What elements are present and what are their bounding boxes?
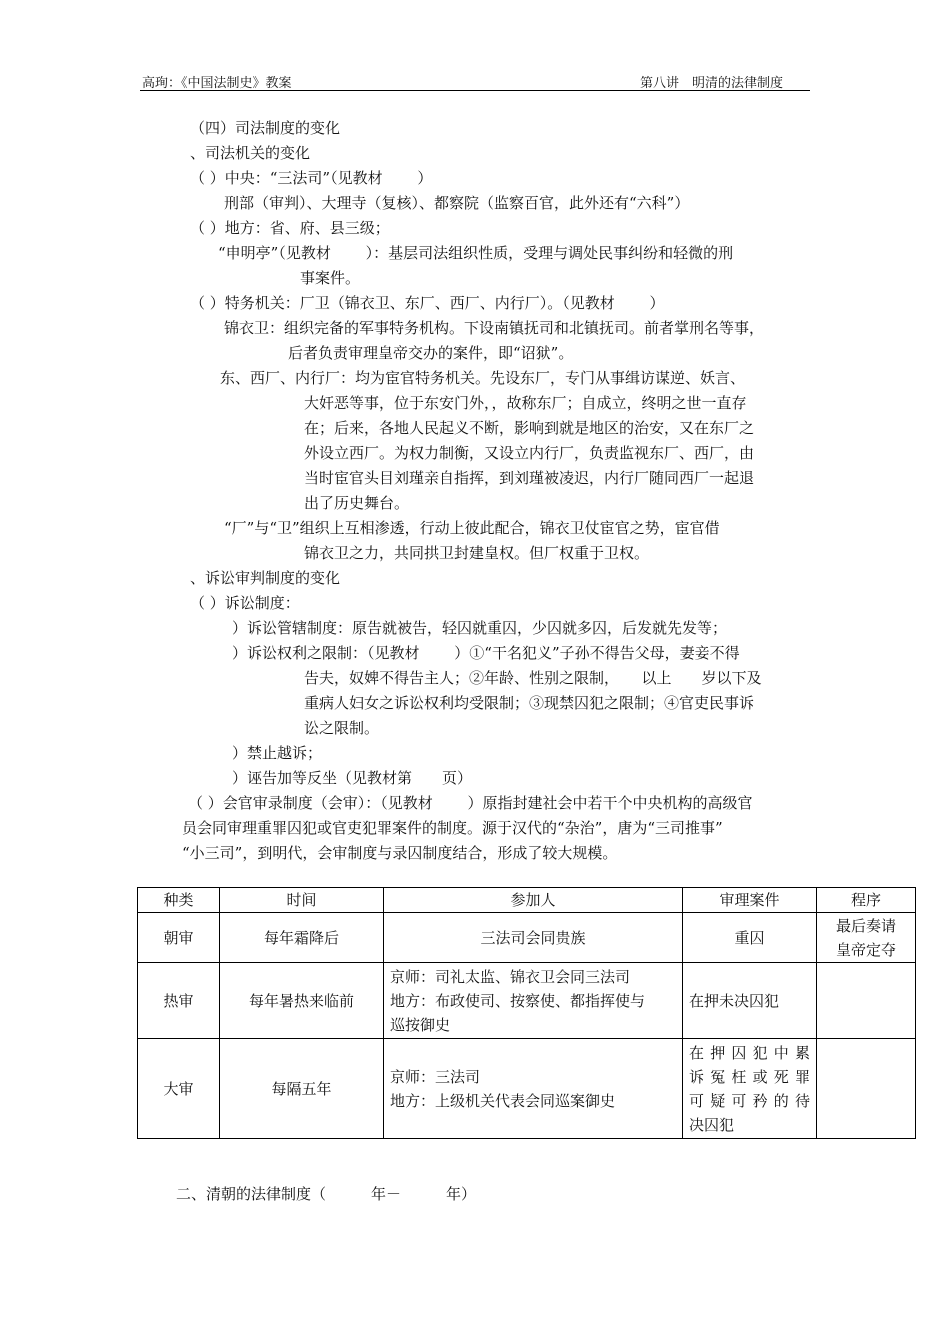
subsection-heading: 、诉讼审判制度的变化 xyxy=(190,569,341,587)
text-line: 大奸恶等事，位于东安门外，，故称东厂；自成立，终明之世一直存 xyxy=(304,394,747,412)
header-lecture-title: 第八讲 明清的法律制度 xyxy=(640,76,784,91)
text-line: 外设立西厂。为权力制衡，又设立内行厂，负责监视东厂、西厂，由 xyxy=(304,444,755,462)
text-line: （ ）地方：省、府、县三级； xyxy=(190,219,390,237)
kind-cell: 大审 xyxy=(138,1039,220,1139)
header-rule xyxy=(140,90,810,91)
participants-cell xyxy=(384,1039,683,1139)
text-line: 锦衣卫之力，共同拱卫封建皇权。但厂权重于卫权。 xyxy=(304,544,650,562)
procedure-line: 皇帝定夺 xyxy=(835,940,896,959)
procedure-cell xyxy=(817,963,916,1039)
text-line: ）诬告加等反坐（见教材第 页） xyxy=(232,769,473,787)
text-line: ）诉讼管辖制度：原告就被告，轻囚就重囚，少囚就多囚，后发就先发等； xyxy=(232,619,728,637)
participants-line: 京师：三法司 xyxy=(390,1067,481,1086)
cases-line: 诉冤枉或死罪 xyxy=(689,1067,810,1086)
column-header: 时间 xyxy=(220,888,384,913)
time-cell: 每年暑热来临前 xyxy=(220,963,384,1039)
cases-cell xyxy=(683,913,817,963)
time-cell: 每隔五年 xyxy=(220,1039,384,1139)
column-header: 种类 xyxy=(138,888,220,913)
text-line: “申明亭”（见教材 ）：基层司法组织性质，受理与调处民事纠纷和轻微的刑 xyxy=(218,244,734,262)
subsection-heading: 、司法机关的变化 xyxy=(190,144,311,162)
section-heading: （四）司法制度的变化 xyxy=(190,119,341,137)
text-line: 在；后来，各地人民起义不断，影响到就是地区的治安，又在东厂之 xyxy=(304,419,755,437)
column-header: 审理案件 xyxy=(683,888,817,913)
text-line: （ ）会官审录制度（会审）：（见教材 ）原指封建社会中若干个中央机构的高级官 xyxy=(188,794,753,812)
table-header-row xyxy=(138,888,916,913)
table-row xyxy=(138,1039,916,1139)
text-line: 锦衣卫：组织完备的军事特务机构。下设南镇抚司和北镇抚司。前者掌刑名等事， xyxy=(224,319,765,337)
participants-line: 地方：上级机关代表会同巡案御史 xyxy=(390,1091,616,1110)
cases-cell xyxy=(683,963,817,1039)
cases-cell xyxy=(683,1039,817,1139)
table-row xyxy=(138,963,916,1039)
participants-cell xyxy=(384,963,683,1039)
text-line: 东、西厂、内行厂：均为宦官特务机关。先设东厂，专门从事缉访谋逆、妖言、 xyxy=(220,369,746,387)
header-course-title: 高珣：《中国法制史》教案 xyxy=(142,76,292,91)
text-line: （ ）中央：“三法司”（见教材 ） xyxy=(190,169,433,187)
participants-line: 巡按御史 xyxy=(390,1015,451,1034)
column-header: 程序 xyxy=(817,888,916,913)
column-header: 参加人 xyxy=(384,888,683,913)
text-line: 讼之限制。 xyxy=(304,719,380,737)
table-row xyxy=(138,913,916,963)
participants-cell xyxy=(384,913,683,963)
procedure-cell xyxy=(817,913,916,963)
text-line: ）诉讼权利之限制：（见教材 ）①“干名犯义”子孙不得告父母，妻妾不得 xyxy=(232,644,740,662)
text-line: 当时宦官头目刘瑾亲自指挥，到刘瑾被凌迟，内行厂随同西厂一起退 xyxy=(304,469,755,487)
text-line: “小三司”，到明代，会审制度与录囚制度结合，形成了较大规模。 xyxy=(182,844,618,862)
kind-cell: 热审 xyxy=(138,963,220,1039)
text-line: （ ）特务机关：厂卫（锦衣卫、东厂、西厂、内行厂）。（见教材 ） xyxy=(190,294,665,312)
procedure-cell xyxy=(817,1039,916,1139)
kind-cell: 朝审 xyxy=(138,913,220,963)
procedure-line: 最后奏请 xyxy=(835,916,896,935)
qing-section-heading: 二、清朝的法律制度（ 年－ 年） xyxy=(176,1185,477,1203)
cases-line: 在押未决囚犯 xyxy=(689,991,780,1010)
participants-line: 三法司会同贵族 xyxy=(480,928,586,947)
text-line: 事案件。 xyxy=(300,269,361,287)
text-line: 告夫，奴婢不得告主人；②年龄、性别之限制， 以上 岁以下及 xyxy=(304,669,762,687)
text-line: 后者负责审理皇帝交办的案件，即“诏狱”。 xyxy=(288,344,574,362)
cases-line: 在押囚犯中累 xyxy=(689,1043,810,1062)
cases-line: 决囚犯 xyxy=(689,1115,735,1134)
joint-trial-table xyxy=(137,887,916,1139)
participants-line: 地方：布政使司、按察使、都指挥使与 xyxy=(390,991,646,1010)
cases-line: 重囚 xyxy=(734,928,765,947)
cases-line: 可疑可矜的待 xyxy=(689,1091,810,1110)
time-cell: 每年霜降后 xyxy=(220,913,384,963)
text-line: 出了历史舞台。 xyxy=(304,494,410,512)
text-line: （ ）诉讼制度： xyxy=(190,594,300,612)
text-line: 员会同审理重罪囚犯或官吏犯罪案件的制度。源于汉代的“杂治”，唐为“三司推事” xyxy=(182,819,723,837)
text-line: 刑部（审判）、大理寺（复核）、都察院（监察百官，此外还有“六科”） xyxy=(224,194,690,212)
text-line: “厂”与“卫”组织上互相渗透，行动上彼此配合，锦衣卫仗宦官之势，宦官借 xyxy=(224,519,720,537)
text-line: ）禁止越诉； xyxy=(232,744,323,762)
participants-line: 京师：司礼太监、锦衣卫会同三法司 xyxy=(390,967,631,986)
text-line: 重病人妇女之诉讼权利均受限制；③现禁囚犯之限制；④官吏民事诉 xyxy=(304,694,755,712)
